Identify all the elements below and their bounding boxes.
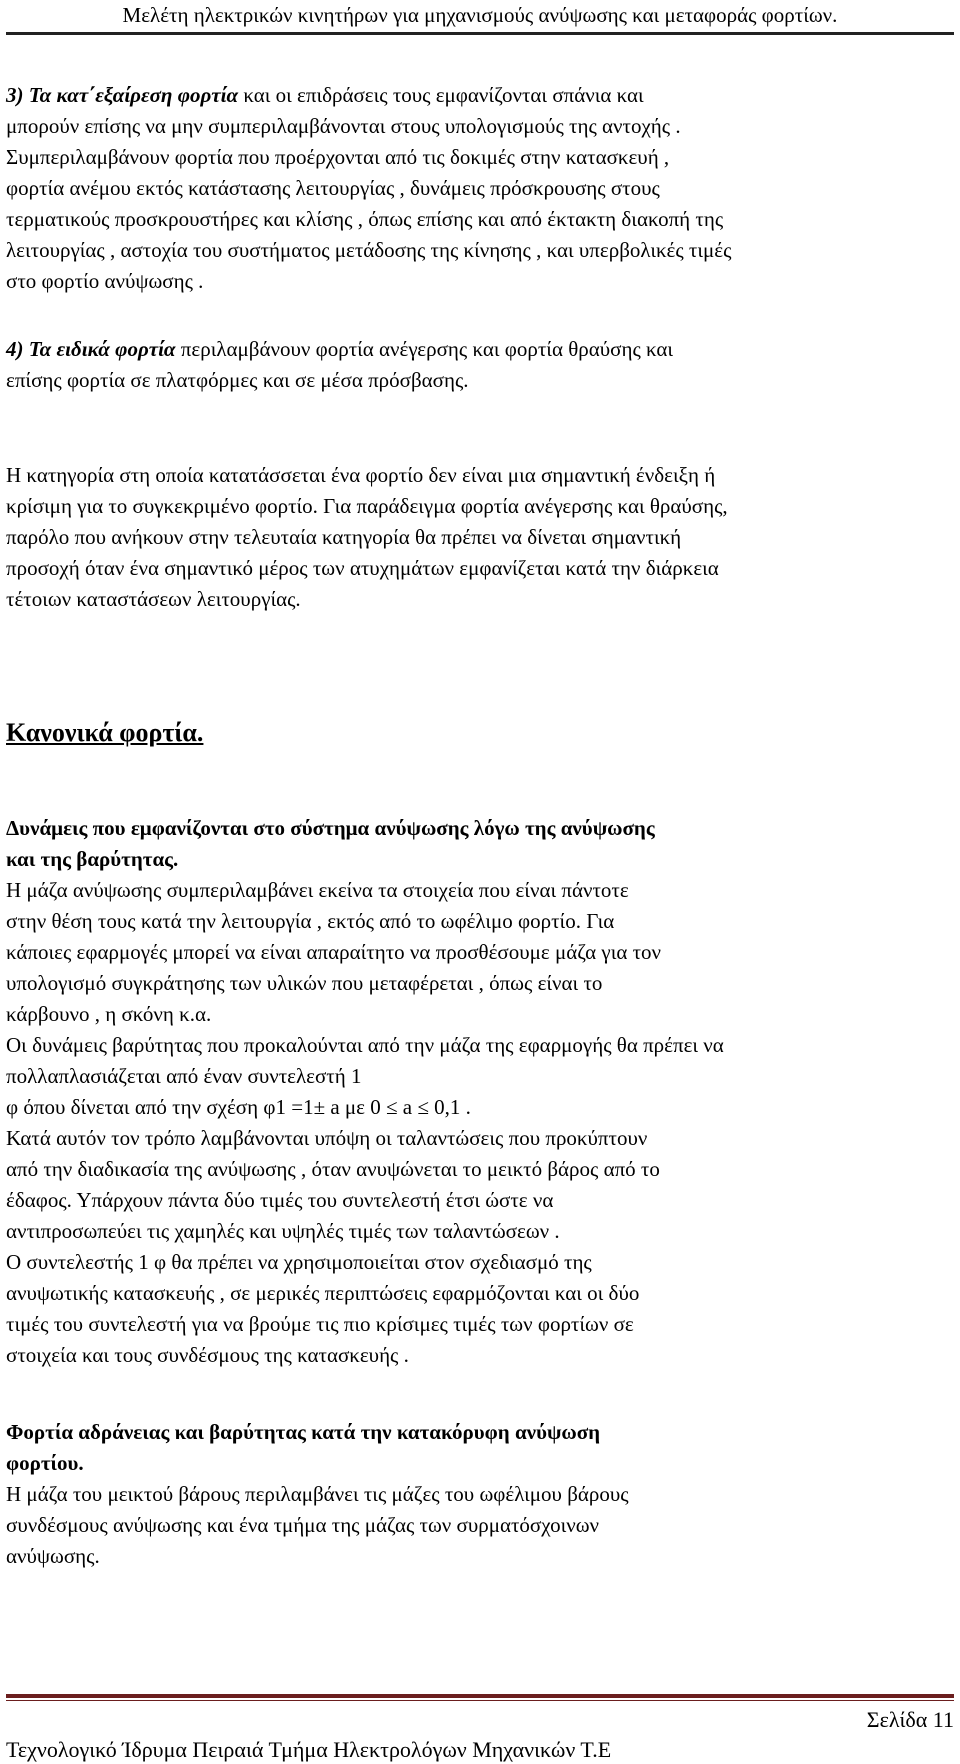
subsection-heading: Δυνάμεις που εμφανίζονται στο σύστημα ανύψωσης λόγω της ανύψωσης <box>6 816 655 840</box>
line: τερματικούς προσκρουστήρες και κλίσης , όπως επίσης και από έκτακτη διακοπή της <box>6 207 724 231</box>
line: στην θέση τους κατά την λειτουργία , εκτός από το ωφέλιμο φορτίο. Για <box>6 909 615 933</box>
section-heading: Κανονικά φορτία. <box>6 718 204 747</box>
line: λειτουργίας , αστοχία του συστήματος μετάδοσης της κίνησης , και υπερβολικές τιμές <box>6 238 732 262</box>
line: Οι δυνάμεις βαρύτητας που προκαλούνται από την μάζα της εφαρμογής θα πρέπει να <box>6 1033 724 1057</box>
line: ανύψωσης. <box>6 1544 100 1568</box>
special-loads-term: 4) Τα ειδικά φορτία <box>6 337 176 361</box>
line: τέτοιων καταστάσεων λειτουργίας. <box>6 587 301 611</box>
line-text: περιλαμβάνουν φορτία ανέγερσης και φορτία θραύσης και <box>175 337 674 361</box>
footer-rule-thin <box>6 1700 954 1701</box>
line: μπορούν επίσης να μην συμπεριλαμβάνονται στους υπολογισμούς της αντοχής . <box>6 114 681 138</box>
line: στο φορτίο ανύψωσης . <box>6 269 204 293</box>
header-rule <box>6 32 954 35</box>
line: κάρβουνο , η σκόνη κ.α. <box>6 1002 212 1026</box>
line: Συμπεριλαμβάνουν φορτία που προέρχονται από τις δοκιμές στην κατασκευή , <box>6 145 670 169</box>
paragraph-special-loads <box>6 334 956 396</box>
subsection-gravity-forces <box>6 813 956 1371</box>
line: υπολογισμό συγκράτησης των υλικών που μεταφέρεται , όπως είναι το <box>6 971 603 995</box>
exceptional-loads-term: 3) Τα κατ΄εξαίρεση φορτία <box>6 83 239 107</box>
footer-rule <box>6 1694 954 1698</box>
line: Κατά αυτόν τον τρόπο λαμβάνονται υπόψη οι ταλαντώσεις που προκύπτουν <box>6 1126 648 1150</box>
subsection-heading: και της βαρύτητας. <box>6 847 179 871</box>
line: από την διαδικασία της ανύψωσης , όταν ανυψώνεται το μεικτό βάρος από το <box>6 1157 660 1181</box>
running-header: Μελέτη ηλεκτρικών κινητήρων για μηχανισμούς ανύψωσης και μεταφοράς φορτίων. <box>122 3 838 27</box>
paragraph-load-category <box>6 460 956 615</box>
line: ανυψωτικής κατασκευής , σε μερικές περιπτώσεις εφαρμόζονται και οι δύο <box>6 1281 640 1305</box>
line: παρόλο που ανήκουν στην τελευταία κατηγορία θα πρέπει να δίνεται σημαντική <box>6 525 682 549</box>
line: έδαφος. Υπάρχουν πάντα δύο τιμές του συντελεστή έτσι ώστε να <box>6 1188 554 1212</box>
subsection-inertia-loads <box>6 1417 956 1572</box>
subsection-heading: Φορτία αδράνειας και βαρύτητας κατά την κατακόρυφη ανύψωση <box>6 1420 601 1444</box>
subsection-heading: φορτίου. <box>6 1451 84 1475</box>
line <box>6 80 956 111</box>
formula-line: φ όπου δίνεται από την σχέση φ1 =1± a με 0 ≤ a ≤ 0,1 . <box>6 1095 471 1119</box>
line <box>6 334 956 365</box>
line: Ο συντελεστής 1 φ θα πρέπει να χρησιμοποιείται στον σχεδιασμό της <box>6 1250 592 1274</box>
line: πολλαπλασιάζεται από έναν συντελεστή 1 <box>6 1064 362 1088</box>
line: Η μάζα ανύψωσης συμπεριλαμβάνει εκείνα τα στοιχεία που είναι πάντοτε <box>6 878 629 902</box>
line: κάποιες εφαρμογές μπορεί να είναι απαραίτητο να προσθέσουμε μάζα για τον <box>6 940 662 964</box>
line: τιμές του συντελεστή για να βρούμε τις πιο κρίσιμες τιμές των φορτίων σε <box>6 1312 634 1336</box>
line: αντιπροσωπεύει τις χαμηλές και υψηλές τιμές των ταλαντώσεων . <box>6 1219 560 1243</box>
line: προσοχή όταν ένα σημαντικό μέρος των ατυχημάτων εμφανίζεται κατά την διάρκεια <box>6 556 719 580</box>
line: συνδέσμους ανύψωσης και ένα τμήμα της μάζας των συρματόσχοινων <box>6 1513 600 1537</box>
paragraph-exceptional-loads <box>6 80 956 297</box>
line: Η κατηγορία στη οποία κατατάσσεται ένα φορτίο δεν είναι μια σημαντική ένδειξη ή <box>6 463 716 487</box>
page-number: Σελίδα 11 <box>866 1707 954 1732</box>
footer-institution: Τεχνολογικό Ίδρυμα Πειραιά Τμήμα Ηλεκτρολόγων Μηχανικών Τ.Ε <box>6 1737 612 1762</box>
line: Η μάζα του μεικτού βάρους περιλαμβάνει τις μάζες του ωφέλιμου βάρους <box>6 1482 629 1506</box>
line: κρίσιμη για το συγκεκριμένο φορτίο. Για παράδειγμα φορτία ανέγερσης και θραύσης, <box>6 494 728 518</box>
line: φορτία ανέμου εκτός κατάστασης λειτουργίας , δυνάμεις πρόσκρουσης στους <box>6 176 660 200</box>
line: στοιχεία και τους συνδέσμους της κατασκευής . <box>6 1343 409 1367</box>
line: επίσης φορτία σε πλατφόρμες και σε μέσα πρόσβασης. <box>6 368 469 392</box>
line-text: και οι επιδράσεις τους εμφανίζονται σπάνια και <box>238 83 644 107</box>
